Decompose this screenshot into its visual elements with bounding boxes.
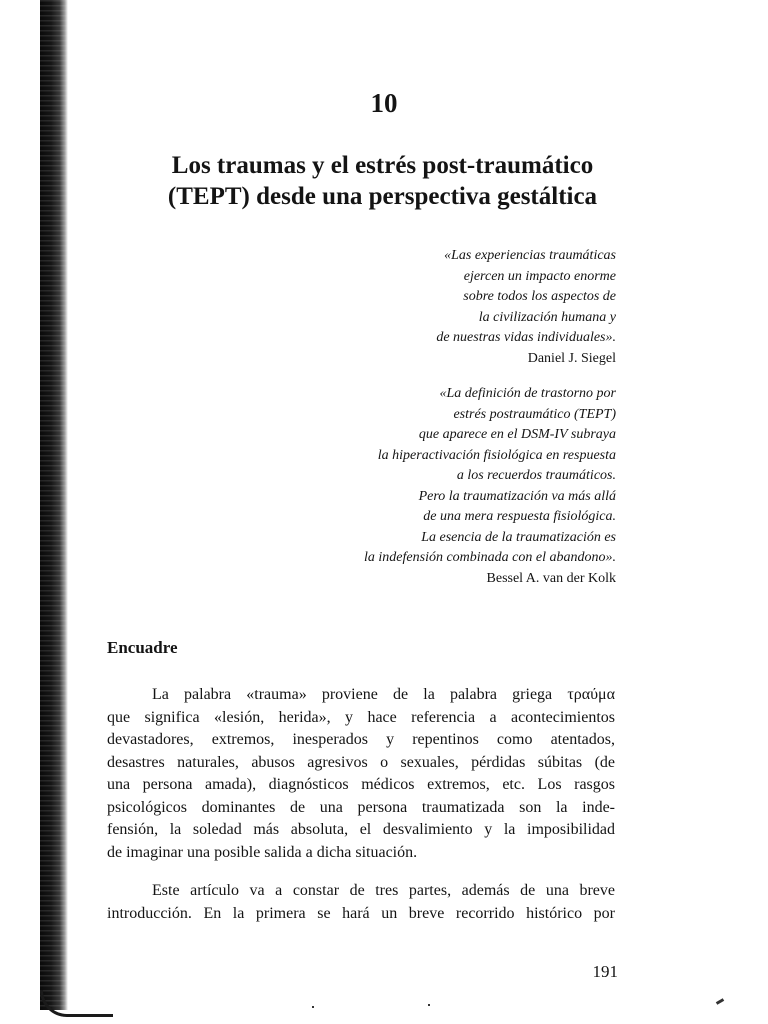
paragraph-line: desastres naturales, abusos agresivos o sexuales, pérdidas súbitas (de: [107, 753, 615, 771]
paragraph-line: de imaginar una posible salida a dicha situación.: [107, 843, 418, 861]
epigraph-van-der-kolk: [364, 384, 616, 589]
epigraph-line: la civilización humana y: [478, 309, 616, 325]
epigraph-author: Daniel J. Siegel: [527, 350, 616, 366]
body-paragraph: [107, 880, 615, 925]
epigraph-line: «La definición de trastorno por: [439, 386, 616, 401]
chapter-number: 10: [370, 88, 398, 118]
epigraph-line: la indefensión combinada con el abandono».: [364, 550, 616, 565]
epigraph-line: la hiperactivación fisiológica en respuesta: [377, 447, 616, 463]
epigraph-line: ejercen un impacto enorme: [463, 268, 616, 284]
paragraph-line: La palabra «trauma» proviene de la palabra griega τραύμα: [152, 686, 615, 703]
scan-speck: [716, 998, 724, 1005]
page-curl: [40, 990, 113, 1017]
paragraph-line: fensión, la soledad más absoluta, el desvalimiento y la imposibilidad: [107, 821, 615, 838]
scan-speck: [428, 1004, 430, 1006]
epigraph-author: Bessel A. van der Kolk: [486, 570, 616, 586]
paragraph-line: Este artículo va a constar de tres partes, además de una breve: [152, 882, 615, 899]
chapter-title-line: (TEPT) desde una perspectiva gestáltica: [167, 183, 598, 210]
paragraph-line: una persona amada), diagnósticos médicos extremos, etc. Los rasgos: [107, 776, 615, 793]
chapter-title-line: Los traumas y el estrés post-traumático: [171, 152, 594, 179]
paragraph-line: psicológicos dominantes de una persona traumatizada son la inde-: [107, 798, 615, 816]
book-binding-shadow: [40, 0, 68, 1010]
epigraph-line: sobre todos los aspectos de: [463, 289, 616, 304]
epigraph-line: La esencia de la traumatización es: [421, 529, 616, 545]
epigraph-line: a los recuerdos traumáticos.: [456, 468, 616, 483]
paragraph-line: introducción. En la primera se hará un breve recorrido histórico por: [107, 904, 615, 922]
section-heading: Encuadre: [107, 638, 178, 657]
epigraph-line: «Las experiencias traumáticas: [444, 248, 616, 263]
scan-speck: [312, 1006, 314, 1008]
epigraph-line: Pero la traumatización va más allá: [418, 488, 616, 504]
chapter-title: [110, 150, 655, 212]
epigraph-siegel: [436, 246, 616, 369]
epigraph-line: estrés postraumático (TEPT): [453, 406, 616, 422]
epigraph-line: de una mera respuesta fisiológica.: [423, 509, 616, 524]
epigraph-line: que aparece en el DSM-IV subraya: [418, 427, 616, 442]
body-paragraph: [107, 684, 615, 864]
epigraph-line: de nuestras vidas individuales».: [436, 330, 616, 345]
paragraph-line: que significa «lesión, herida», y hace referencia a acontecimientos: [107, 708, 615, 726]
page-number: 191: [592, 962, 618, 981]
paragraph-line: devastadores, extremos, inesperados y repentinos como atentados,: [107, 731, 615, 748]
